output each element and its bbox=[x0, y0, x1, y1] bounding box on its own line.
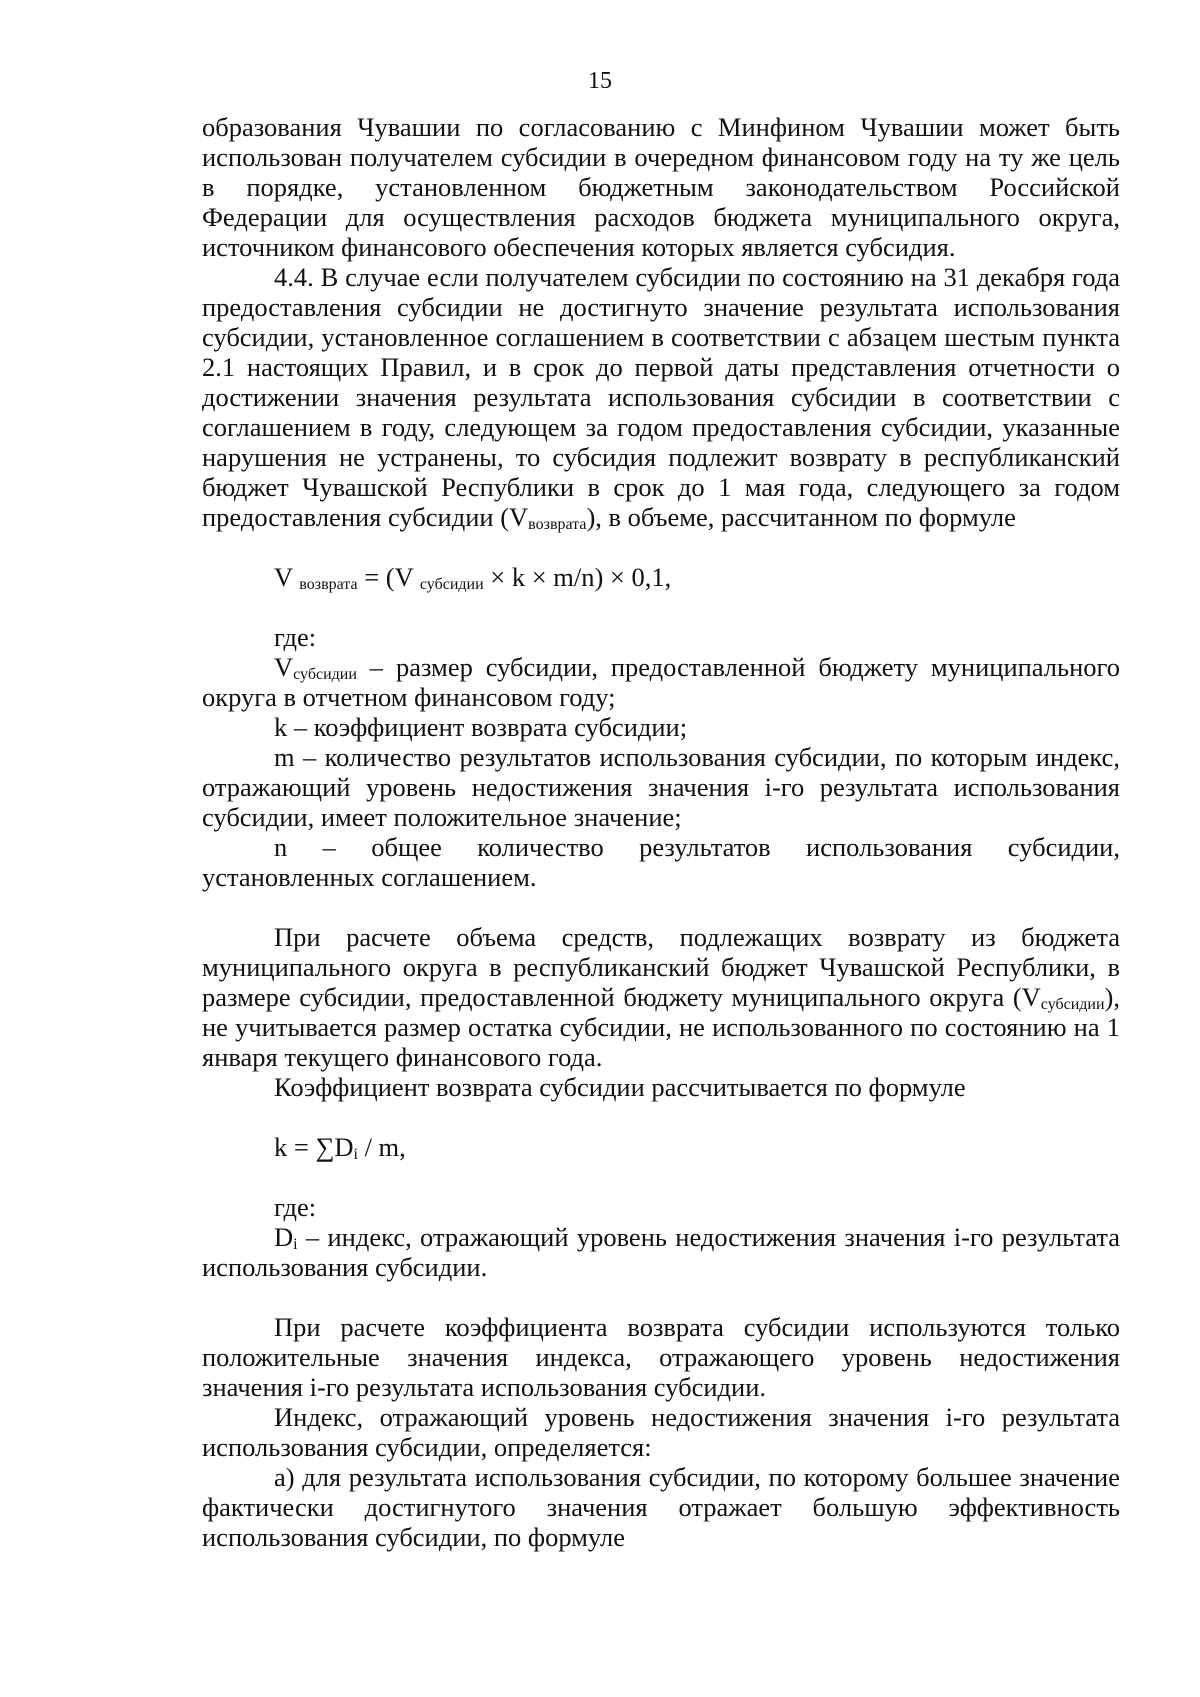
spacer bbox=[202, 1102, 1120, 1132]
paragraph-item-a: а) для результата использования субсидии, по которому большее значение фактически достигнутого значения отражает большую эффективность использования субсидии, по формуле bbox=[202, 1462, 1120, 1552]
paragraph-calculation-note bbox=[202, 922, 1120, 1072]
definition-d-text: – индекс, отражающий уровень недостижения значения i-го результата использования субсидии. bbox=[202, 1222, 1120, 1282]
formula-k-subscript: i bbox=[353, 1146, 358, 1163]
formula-sub-vozvrata: возврата bbox=[299, 576, 358, 593]
definition-k: k – коэффициент возврата субсидии; bbox=[274, 712, 688, 742]
spacer bbox=[202, 1162, 1120, 1192]
paragraph-coefficient-intro: Коэффициент возврата субсидии рассчитывается по формуле bbox=[274, 1072, 966, 1102]
definition-v-symbol: V bbox=[274, 652, 294, 682]
definition-d-symbol: D bbox=[274, 1222, 294, 1252]
spacer bbox=[202, 592, 1120, 622]
paragraph-positive-values: При расчете коэффициента возврата субсидии используются только положительные значения индекса, отражающего уровень недостижения значения i-го результата использования субсидии. bbox=[202, 1312, 1120, 1402]
formula-v-symbol: V bbox=[274, 562, 300, 592]
formula-tail: × k × m/n) × 0,1, bbox=[483, 562, 672, 592]
formula-sub-subsidii: субсидии bbox=[419, 576, 484, 593]
page-number: 15 bbox=[588, 68, 612, 94]
document-body bbox=[202, 112, 1120, 1552]
definition-v-subsidii bbox=[202, 652, 1120, 712]
formula-equals: = (V bbox=[357, 562, 420, 592]
spacer bbox=[202, 532, 1120, 562]
where-label: где: bbox=[274, 622, 317, 652]
paragraph-4-4 bbox=[202, 262, 1120, 532]
calculation-note-end: ), не учитывается размер остатка субсидии, не использованного по состоянию на 1 января текущего финансового года. bbox=[202, 982, 1120, 1072]
subscript-vozvrata: возврата bbox=[528, 516, 587, 533]
formula-k-sum: k = ∑D bbox=[274, 1132, 354, 1162]
formula-k-tail: / m, bbox=[357, 1132, 406, 1162]
spacer bbox=[202, 892, 1120, 922]
paragraph-4-4-end: ), в объеме, рассчитанном по формуле bbox=[586, 502, 1016, 532]
paragraph-4-4-text: 4.4. В случае если получателем субсидии по состоянию на 31 декабря года предоставления субсидии не достигнуто значение результата использования субсидии, установленное соглашением в соответствии с абзацем шестым пункта 2.1 настоящих Правил, и в срок до первой даты представления отчетности о достижении значения результата использования субсидии в соответствии с соглашением в году, следующем за годом предоставления субсидии, указанные нарушения не устранены, то субсидия подлежит возврату в республиканский бюджет Чувашской Республики в срок до 1 мая года, следующего за годом предоставления субсидии (V bbox=[202, 262, 1120, 532]
paragraph-index-definition: Индекс, отражающий уровень недостижения значения i-го результата использования субсидии, определяется: bbox=[202, 1402, 1120, 1462]
definition-v-subscript: субсидии bbox=[293, 666, 357, 683]
calculation-note-subscript: субсидии bbox=[1040, 996, 1105, 1013]
where-label-2: где: bbox=[274, 1192, 317, 1222]
definition-d-subscript: i bbox=[293, 1236, 298, 1253]
calculation-note-text: При расчете объема средств, подлежащих возврату из бюджета муниципального округа в республиканский бюджет Чувашской Республики, в размере субсидии, предоставленной бюджету муниципального округа (V bbox=[202, 922, 1120, 1012]
definition-v-text: – размер субсидии, предоставленной бюджету муниципального округа в отчетном финансовом году; bbox=[202, 652, 1120, 712]
definition-m: m – количество результатов использования субсидии, по которым индекс, отражающий уровень недостижения значения i-го результата использования субсидии, имеет положительное значение; bbox=[202, 742, 1120, 832]
paragraph-continuation: образования Чувашии по согласованию с Минфином Чувашии может быть использован получателем субсидии в очередном финансовом году на ту же цель в порядке, установленном бюджетным законодательством Российской Федерации для осуществления расходов бюджета муниципального округа, источником финансового обеспечения которых является субсидия. bbox=[202, 112, 1120, 262]
definition-n: n – общее количество результатов использования субсидии, установленных соглашением. bbox=[202, 832, 1120, 892]
formula-k bbox=[202, 1132, 1120, 1162]
formula-v-vozvrata bbox=[202, 562, 1120, 592]
spacer bbox=[202, 1282, 1120, 1312]
definition-d bbox=[202, 1222, 1120, 1282]
